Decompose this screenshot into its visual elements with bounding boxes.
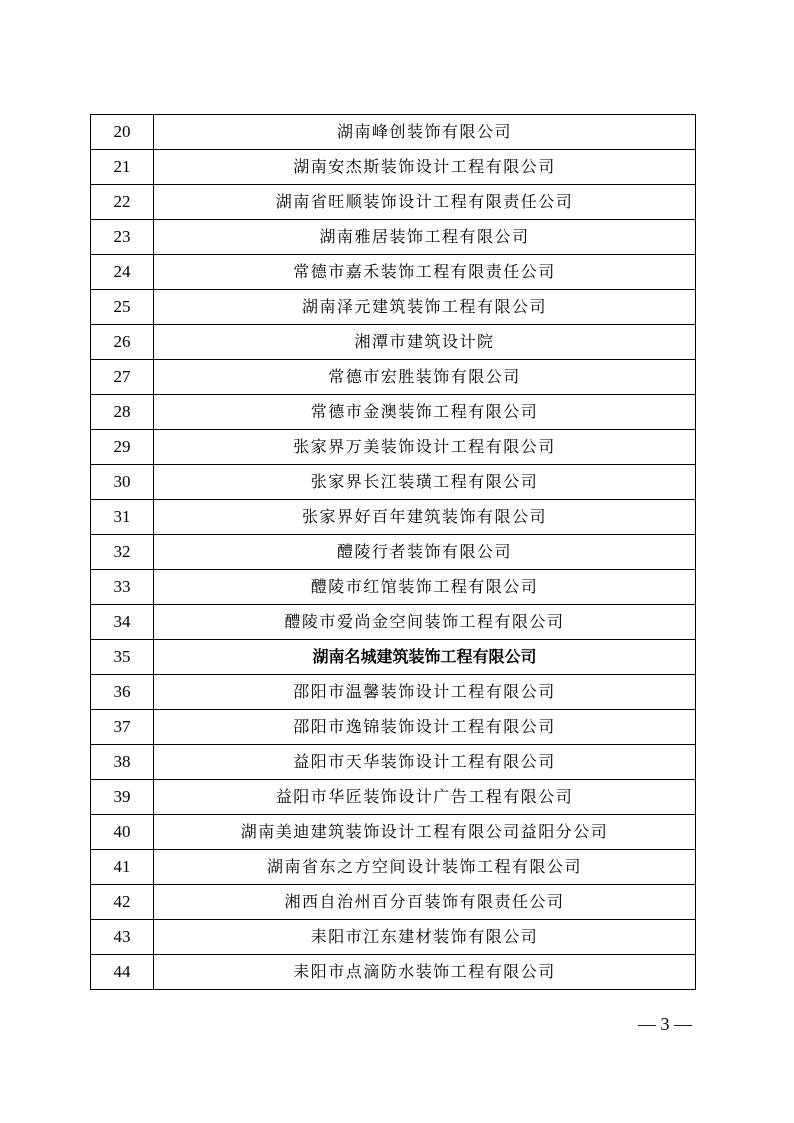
table-row xyxy=(91,570,696,605)
table-row xyxy=(91,255,696,290)
company-name: 湖南安杰斯装饰设计工程有限公司 xyxy=(154,150,696,185)
row-number: 28 xyxy=(91,395,154,430)
table-row xyxy=(91,465,696,500)
row-number: 36 xyxy=(91,675,154,710)
company-list-table xyxy=(90,114,696,990)
row-number: 40 xyxy=(91,815,154,850)
row-number: 31 xyxy=(91,500,154,535)
company-name: 湖南省旺顺装饰设计工程有限责任公司 xyxy=(154,185,696,220)
company-list-body xyxy=(91,115,696,990)
company-name: 湖南雅居装饰工程有限公司 xyxy=(154,220,696,255)
table-row xyxy=(91,710,696,745)
row-number: 22 xyxy=(91,185,154,220)
row-number: 38 xyxy=(91,745,154,780)
table-row xyxy=(91,605,696,640)
row-number: 30 xyxy=(91,465,154,500)
page-number: — 3 — xyxy=(638,1014,692,1034)
table-row xyxy=(91,290,696,325)
table-row xyxy=(91,815,696,850)
table-row xyxy=(91,675,696,710)
company-name: 湖南省东之方空间设计装饰工程有限公司 xyxy=(154,850,696,885)
row-number: 44 xyxy=(91,955,154,990)
company-name: 邵阳市温馨装饰设计工程有限公司 xyxy=(154,675,696,710)
table-row xyxy=(91,360,696,395)
row-number: 23 xyxy=(91,220,154,255)
row-number: 26 xyxy=(91,325,154,360)
company-name: 耒阳市江东建材装饰有限公司 xyxy=(154,920,696,955)
table-row xyxy=(91,115,696,150)
company-name: 常德市嘉禾装饰工程有限责任公司 xyxy=(154,255,696,290)
table-row xyxy=(91,955,696,990)
company-name: 张家界万美装饰设计工程有限公司 xyxy=(154,430,696,465)
row-number: 27 xyxy=(91,360,154,395)
row-number: 21 xyxy=(91,150,154,185)
table-row xyxy=(91,885,696,920)
row-number: 37 xyxy=(91,710,154,745)
company-name: 邵阳市逸锦装饰设计工程有限公司 xyxy=(154,710,696,745)
company-name: 湘潭市建筑设计院 xyxy=(154,325,696,360)
table-row xyxy=(91,640,696,675)
company-name: 湖南峰创装饰有限公司 xyxy=(154,115,696,150)
table-row xyxy=(91,185,696,220)
row-number: 41 xyxy=(91,850,154,885)
company-name: 张家界长江装璜工程有限公司 xyxy=(154,465,696,500)
table-row xyxy=(91,220,696,255)
row-number: 34 xyxy=(91,605,154,640)
table-row xyxy=(91,325,696,360)
table-row xyxy=(91,780,696,815)
table-row xyxy=(91,850,696,885)
row-number: 20 xyxy=(91,115,154,150)
row-number: 39 xyxy=(91,780,154,815)
row-number: 42 xyxy=(91,885,154,920)
company-name: 湘西自治州百分百装饰有限责任公司 xyxy=(154,885,696,920)
row-number: 35 xyxy=(91,640,154,675)
row-number: 24 xyxy=(91,255,154,290)
company-name: 湖南名城建筑装饰工程有限公司 xyxy=(154,640,696,675)
table-row xyxy=(91,535,696,570)
company-name: 张家界好百年建筑装饰有限公司 xyxy=(154,500,696,535)
company-name: 益阳市天华装饰设计工程有限公司 xyxy=(154,745,696,780)
company-name: 醴陵市红馆装饰工程有限公司 xyxy=(154,570,696,605)
company-name: 常德市宏胜装饰有限公司 xyxy=(154,360,696,395)
row-number: 43 xyxy=(91,920,154,955)
row-number: 25 xyxy=(91,290,154,325)
company-name: 耒阳市点滴防水装饰工程有限公司 xyxy=(154,955,696,990)
table-row xyxy=(91,500,696,535)
company-name: 湖南泽元建筑装饰工程有限公司 xyxy=(154,290,696,325)
table-row xyxy=(91,430,696,465)
table-row xyxy=(91,395,696,430)
table-row xyxy=(91,920,696,955)
row-number: 33 xyxy=(91,570,154,605)
row-number: 29 xyxy=(91,430,154,465)
table-row xyxy=(91,745,696,780)
table-row xyxy=(91,150,696,185)
company-name: 醴陵行者装饰有限公司 xyxy=(154,535,696,570)
company-name: 湖南美迪建筑装饰设计工程有限公司益阳分公司 xyxy=(154,815,696,850)
company-name: 常德市金澳装饰工程有限公司 xyxy=(154,395,696,430)
company-name: 醴陵市爱尚金空间装饰工程有限公司 xyxy=(154,605,696,640)
row-number: 32 xyxy=(91,535,154,570)
company-name: 益阳市华匠装饰设计广告工程有限公司 xyxy=(154,780,696,815)
